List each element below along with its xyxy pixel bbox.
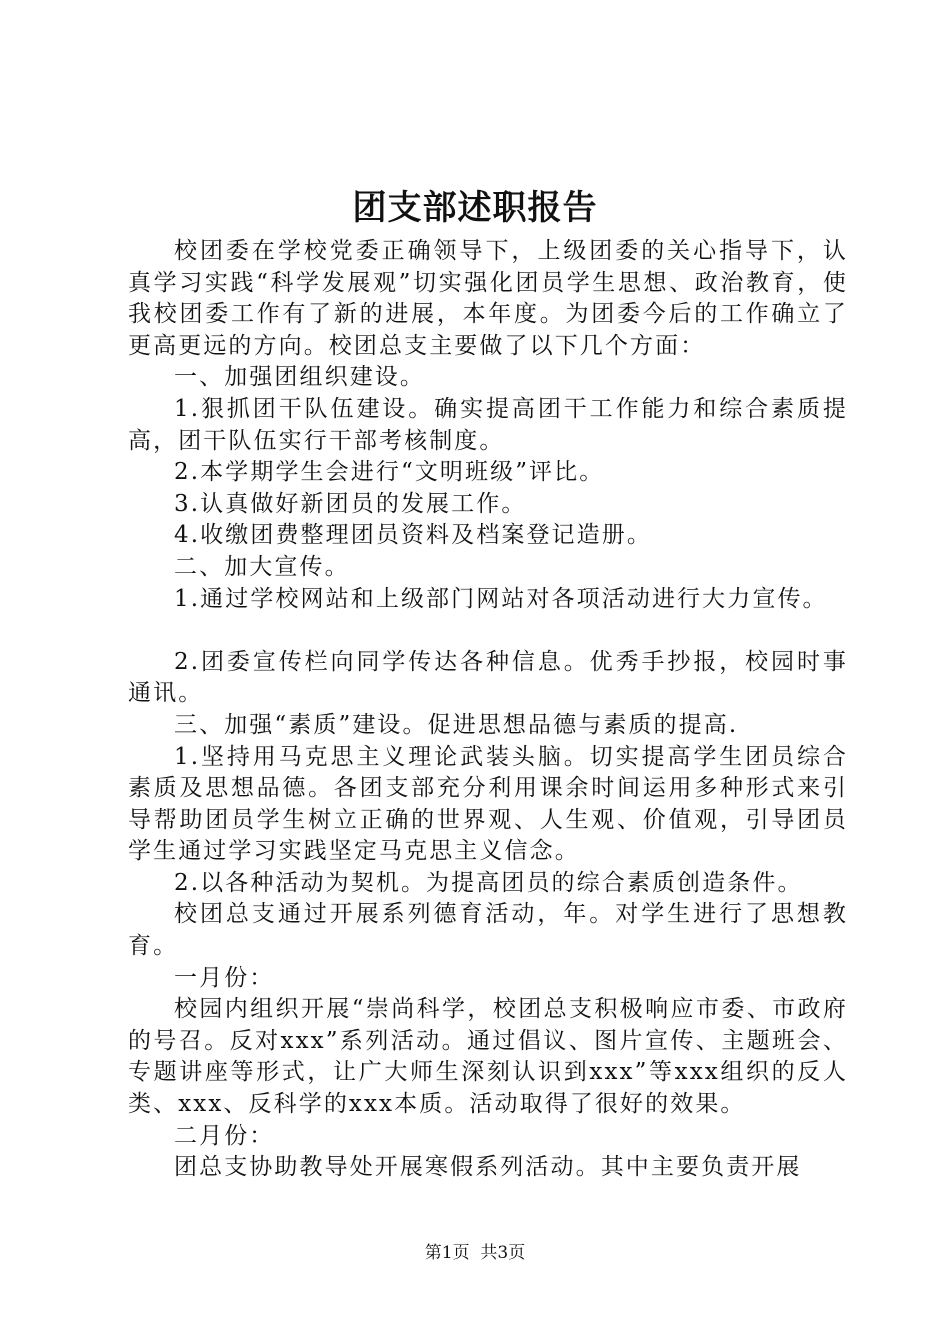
paragraph-january: 校园内组织开展“崇尚科学，校团总支积极响应市委、市政府的号召。反对xxx”系列活动。通过倡议、图片宣传、主题班会、专题讲座等形式，让广大师生深刻认识到xxx”等xxx组织的反人类、xxx、反科学的xxx本质。活动取得了很好的效果。 [128, 996, 848, 1118]
paragraph-1-4: 4.收缴团费整理团员资料及档案登记造册。 [174, 522, 652, 549]
paragraph-3-1: 1.坚持用马克思主义理论武装头脑。切实提高学生团员综合素质及思想品德。各团支部充分利用课余时间运用多种形式来引导帮助团员学生树立正确的世界观、人生观、价值观，引导团员学生通过学习实践坚定马克思主义信念。 [128, 743, 848, 865]
section-heading-2: 二、加大宣传。 [174, 553, 350, 580]
paragraph-2-2: 2.团委宣传栏向同学传达各种信息。优秀手抄报，校园时事通讯。 [128, 648, 848, 707]
section-heading-1: 一、加强团组织建设。 [174, 364, 425, 391]
paragraph-2-1: 1.通过学校网站和上级部门网站对各项活动进行大力宣传。 [174, 585, 828, 612]
month-heading-january: 一月份： [174, 964, 275, 991]
paragraph-intro: 校团委在学校党委正确领导下，上级团委的关心指导下，认真学习实践“科学发展观”切实强化团员学生思想、政治教育，使我校团委工作有了新的进展，本年度。为团委今后的工作确立了更高更远的方向。校团总支主要做了以下几个方面： [128, 238, 848, 359]
page-number: 第1页 共3页 [424, 1243, 526, 1263]
page-footer [0, 1241, 950, 1265]
paragraph-1-2: 2.本学期学生会进行“文明班级”评比。 [174, 459, 605, 486]
month-heading-february: 二月份： [174, 1122, 275, 1149]
document-title: 团支部述职报告 [352, 188, 598, 228]
paragraph-3-2: 2.以各种活动为契机。为提高团员的综合素质创造条件。 [174, 869, 803, 896]
paragraph-1-1: 1.狠抓团干队伍建设。确实提高团干工作能力和综合素质提高，团干队伍实行干部考核制度。 [128, 395, 848, 454]
section-heading-3: 三、加强“素质”建设。促进思想品德与素质的提高. [174, 711, 739, 738]
paragraph-february: 团总支协助教导处开展寒假系列活动。其中主要负责开展 [174, 1154, 802, 1181]
paragraph-activities-intro: 校团总支通过开展系列德育活动，年。对学生进行了思想教育。 [128, 901, 848, 960]
paragraph-1-3: 3.认真做好新团员的发展工作。 [174, 490, 527, 517]
document-body [128, 236, 848, 1184]
